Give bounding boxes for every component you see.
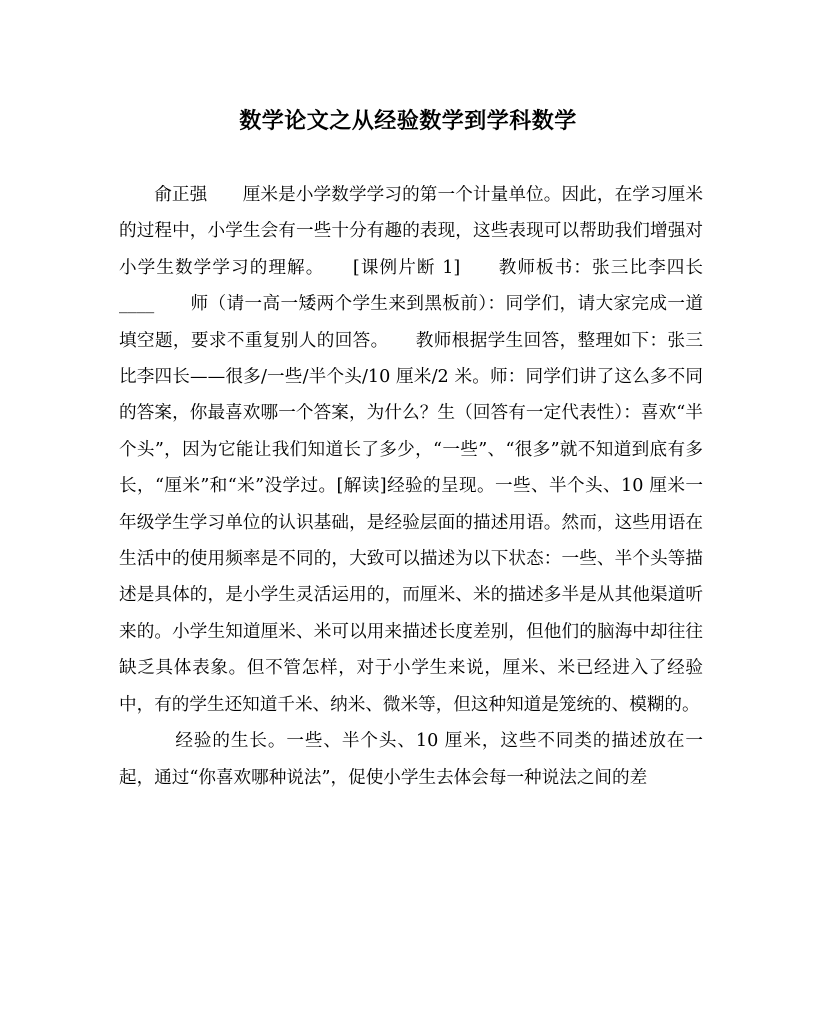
document-title: 数学论文之从经验数学到学科数学 (239, 108, 577, 134)
paragraph-2: 经验的生长。一些、半个头、10 厘米，这些不同类的描述放在一起，通过“你喜欢哪种说法”，促使小学生去体会每一种说法之间的差 (119, 731, 703, 788)
document-body (119, 177, 703, 796)
paragraph-1: 俞正强 厘米是小学数学学习的第一个计量单位。因此，在学习厘米的过程中，小学生会有一些十分有趣的表现，这些表现可以帮助我们增强对小学生数学学习的理解。 [课例片断 1] 教师板书：张三比李四长____ 师（请一高一矮两个学生来到黑板前）：同学们，请大家完成一道填空题，要求不重复别人的回答。 教师根据学生回答，整理如下：张三比李四长——很多/一些/半个头/10 厘米/2 米。师：同学们讲了这么多不同的答案，你最喜欢哪一个答案，为什么？生（回答有一定代表性）：喜欢“半个头”，因为它能让我们知道长了多少，“一些”、“很多”就不知道到底有多长，“厘米”和“米”没学过。[解读]经验的呈现。一些、半个头、10 厘米一年级学生学习单位的认识基础，是经验层面的描述用语。然而，这些用语在生活中的使用频率是不同的，大致可以描述为以下状态：一些、半个头等描述是具体的，是小学生灵活运用的，而厘米、米的描述多半是从其他渠道听来的。小学生知道厘米、米可以用来描述长度差别，但他们的脑海中却往往缺乏具体表象。但不管怎样，对于小学生来说，厘米、米已经进入了经验中，有的学生还知道千米、纳米、微米等，但这种知道是笼统的、模糊的。 (119, 185, 703, 715)
